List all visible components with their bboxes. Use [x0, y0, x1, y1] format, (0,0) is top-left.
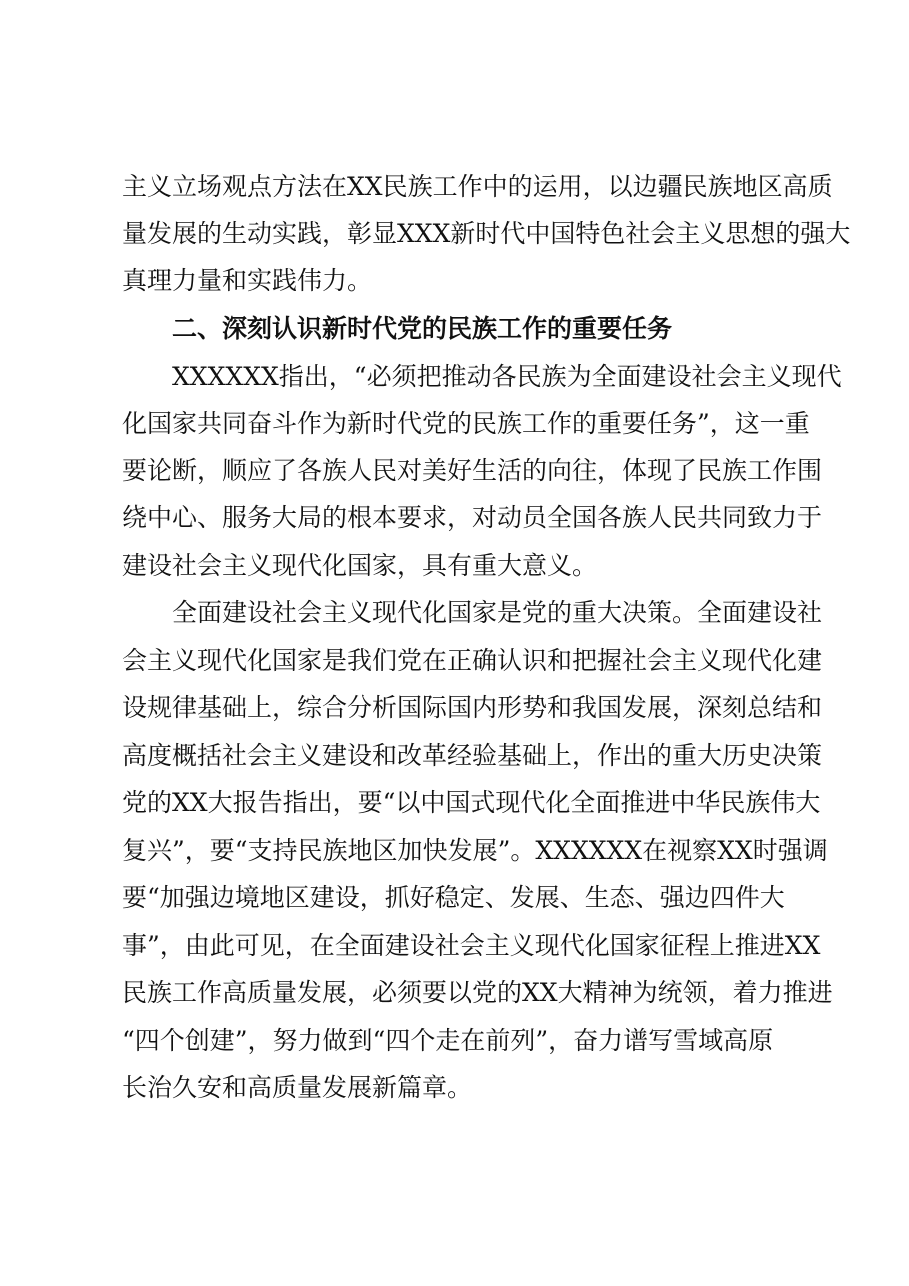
paragraph-line: 建设社会主义现代化国家，具有重大意义。 — [122, 551, 598, 580]
paragraph-line: 量发展的生动实践，彰显XXX新时代中国特色社会主义思想的强大 — [122, 219, 851, 248]
paragraph-line: 设规律基础上，综合分析国际国内形势和我国发展，深刻总结和 — [122, 693, 823, 722]
paragraph-line: 要论断，顺应了各族人民对美好生活的向往，体现了民族工作围 — [122, 456, 823, 485]
paragraph-line: 绕中心、服务大局的根本要求，对动员全国各族人民共同致力于 — [122, 503, 823, 532]
paragraph-line: 主义立场观点方法在XX民族工作中的运用，以边疆民族地区高质 — [122, 172, 833, 201]
paragraph-line: 化国家共同奋斗作为新时代党的民族工作的重要任务”，这一重 — [122, 409, 810, 438]
section-heading: 二、深刻认识新时代党的民族工作的重要任务 — [172, 314, 673, 343]
paragraph-line: XXXXXX指出，“必须把推动各民族为全面建设社会主义现代 — [172, 362, 842, 391]
paragraph-line: 真理力量和实践伟力。 — [122, 266, 373, 295]
paragraph-line: 党的XX大报告指出，要“以中国式现代化全面推进中华民族伟大 — [122, 788, 821, 817]
paragraph-line: 复兴”，要“支持民族地区加快发展”。XXXXXX在视察XX时强调 — [122, 836, 828, 865]
paragraph-line: 会主义现代化国家是我们党在正确认识和把握社会主义现代化建 — [122, 646, 823, 675]
paragraph-line: “四个创建”，努力做到“四个走在前列”，奋力谱写雪域高原 — [122, 1026, 774, 1055]
paragraph-line: 长治久安和高质量发展新篇章。 — [122, 1073, 473, 1102]
paragraph-line: 民族工作高质量发展，必须要以党的XX大精神为统领，着力推进 — [122, 978, 833, 1007]
paragraph-line: 全面建设社会主义现代化国家是党的重大决策。全面建设社 — [172, 598, 823, 627]
paragraph-line: 要“加强边境地区建设，抓好稳定、发展、生态、强边四件大 — [122, 883, 785, 912]
paragraph-line: 事”，由此可见，在全面建设社会主义现代化国家征程上推进XX — [122, 931, 821, 960]
paragraph-line: 高度概括社会主义建设和改革经验基础上，作出的重大历史决策 — [122, 741, 823, 770]
